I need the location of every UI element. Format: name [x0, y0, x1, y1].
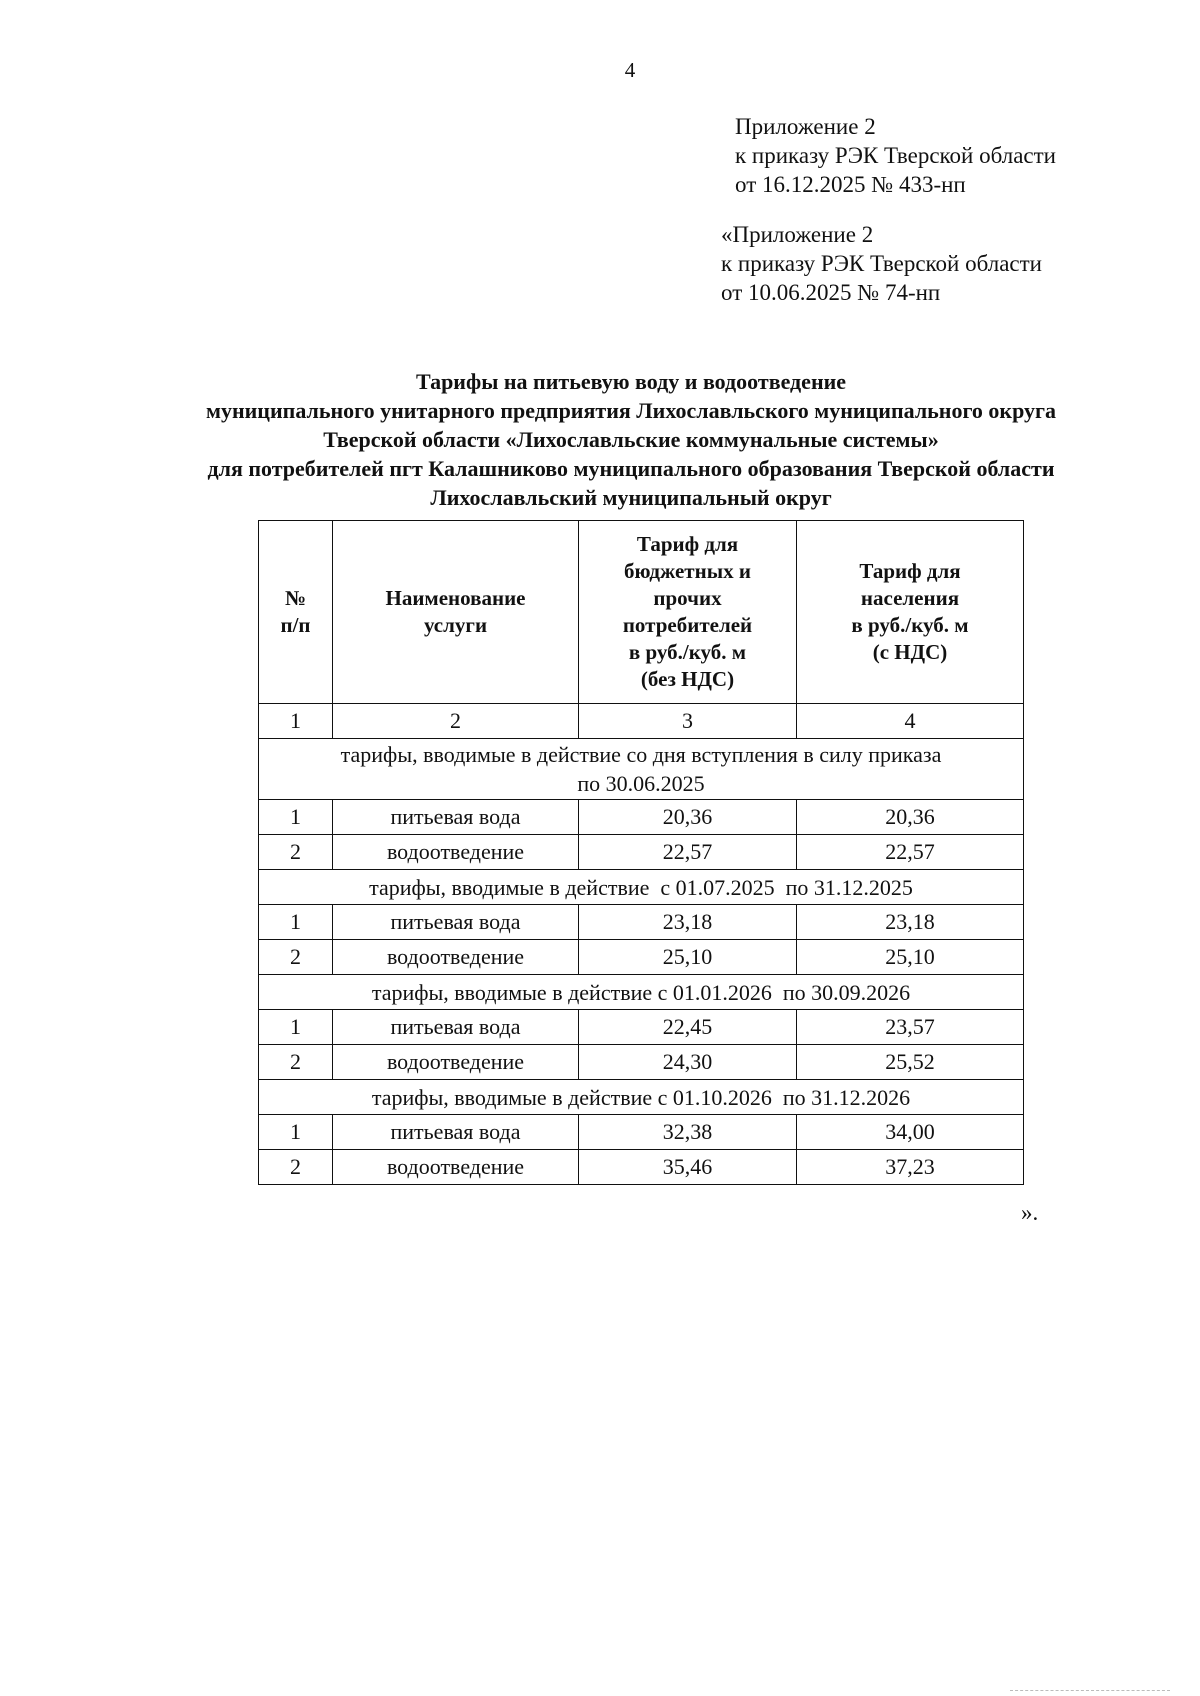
row-number: 2 [259, 835, 333, 870]
column-number-row [259, 704, 1024, 739]
appendix-previous [721, 220, 1042, 307]
budget-tariff: 35,46 [579, 1150, 797, 1185]
budget-tariff: 22,57 [579, 835, 797, 870]
budget-tariff: 24,30 [579, 1045, 797, 1080]
appendix-current-line: Приложение 2 [735, 114, 876, 139]
appendix-current [735, 112, 1056, 199]
service-name: водоотведение [333, 835, 579, 870]
header-population-tariff: Тариф для населения в руб./куб. м (с НДС) [797, 521, 1024, 704]
period-row [259, 975, 1024, 1010]
appendix-previous-line: к приказу РЭК Тверской области [721, 251, 1042, 276]
appendix-previous-line: от 10.06.2025 № 74-нп [721, 280, 941, 305]
title-line: Тверской области «Лихославльские коммунальные системы» [323, 427, 939, 452]
header-budget-tariff: Тариф для бюджетных и прочих потребителей в руб./куб. м (без НДС) [579, 521, 797, 704]
population-tariff: 20,36 [797, 800, 1024, 835]
population-tariff: 25,52 [797, 1045, 1024, 1080]
row-number: 2 [259, 940, 333, 975]
population-tariff: 37,23 [797, 1150, 1024, 1185]
table-row [259, 1010, 1024, 1045]
table-row [259, 1150, 1024, 1185]
title-line: муниципального унитарного предприятия Лихославльского муниципального округа [205, 398, 1057, 423]
closing-quote: ». [1021, 1200, 1039, 1225]
service-name: водоотведение [333, 1150, 579, 1185]
page-number: 4 [624, 58, 636, 82]
table-row [259, 940, 1024, 975]
budget-tariff: 32,38 [579, 1115, 797, 1150]
appendix-previous-line: «Приложение 2 [721, 222, 874, 247]
table-row [259, 1115, 1024, 1150]
column-number: 4 [797, 704, 1024, 739]
header-service-name: Наименование услуги [333, 521, 579, 704]
service-name: питьевая вода [333, 1115, 579, 1150]
table-header-row [259, 521, 1024, 704]
population-tariff: 22,57 [797, 835, 1024, 870]
budget-tariff: 25,10 [579, 940, 797, 975]
period-label: тарифы, вводимые в действие со дня вступления в силу приказа по 30.06.2025 [259, 739, 1024, 800]
population-tariff: 25,10 [797, 940, 1024, 975]
table-row [259, 1045, 1024, 1080]
title-line: Тарифы на питьевую воду и водоотведение [415, 369, 847, 394]
scan-artifact-divider [1010, 1690, 1170, 1692]
header-number: № п/п [259, 521, 333, 704]
budget-tariff: 23,18 [579, 905, 797, 940]
period-label: тарифы, вводимые в действие с 01.07.2025 по 31.12.2025 [259, 870, 1024, 905]
population-tariff: 23,57 [797, 1010, 1024, 1045]
title-line: для потребителей пгт Калашниково муниципального образования Тверской области [207, 456, 1055, 481]
period-row [259, 1080, 1024, 1115]
period-label: тарифы, вводимые в действие с 01.01.2026 по 30.09.2026 [259, 975, 1024, 1010]
service-name: питьевая вода [333, 905, 579, 940]
row-number: 1 [259, 1010, 333, 1045]
document-title [0, 367, 1200, 512]
table-row [259, 905, 1024, 940]
table-row [259, 800, 1024, 835]
row-number: 2 [259, 1045, 333, 1080]
tariff-table [258, 520, 1024, 1185]
appendix-current-line: от 16.12.2025 № 433-нп [735, 172, 966, 197]
period-row [259, 870, 1024, 905]
population-tariff: 34,00 [797, 1115, 1024, 1150]
budget-tariff: 20,36 [579, 800, 797, 835]
row-number: 1 [259, 800, 333, 835]
column-number: 2 [333, 704, 579, 739]
row-number: 1 [259, 1115, 333, 1150]
service-name: питьевая вода [333, 1010, 579, 1045]
service-name: питьевая вода [333, 800, 579, 835]
title-line: Лихославльский муниципальный округ [430, 485, 832, 510]
period-row [259, 739, 1024, 800]
column-number: 3 [579, 704, 797, 739]
row-number: 2 [259, 1150, 333, 1185]
column-number: 1 [259, 704, 333, 739]
population-tariff: 23,18 [797, 905, 1024, 940]
budget-tariff: 22,45 [579, 1010, 797, 1045]
period-label: тарифы, вводимые в действие с 01.10.2026 по 31.12.2026 [259, 1080, 1024, 1115]
row-number: 1 [259, 905, 333, 940]
service-name: водоотведение [333, 1045, 579, 1080]
table-row [259, 835, 1024, 870]
service-name: водоотведение [333, 940, 579, 975]
appendix-current-line: к приказу РЭК Тверской области [735, 143, 1056, 168]
